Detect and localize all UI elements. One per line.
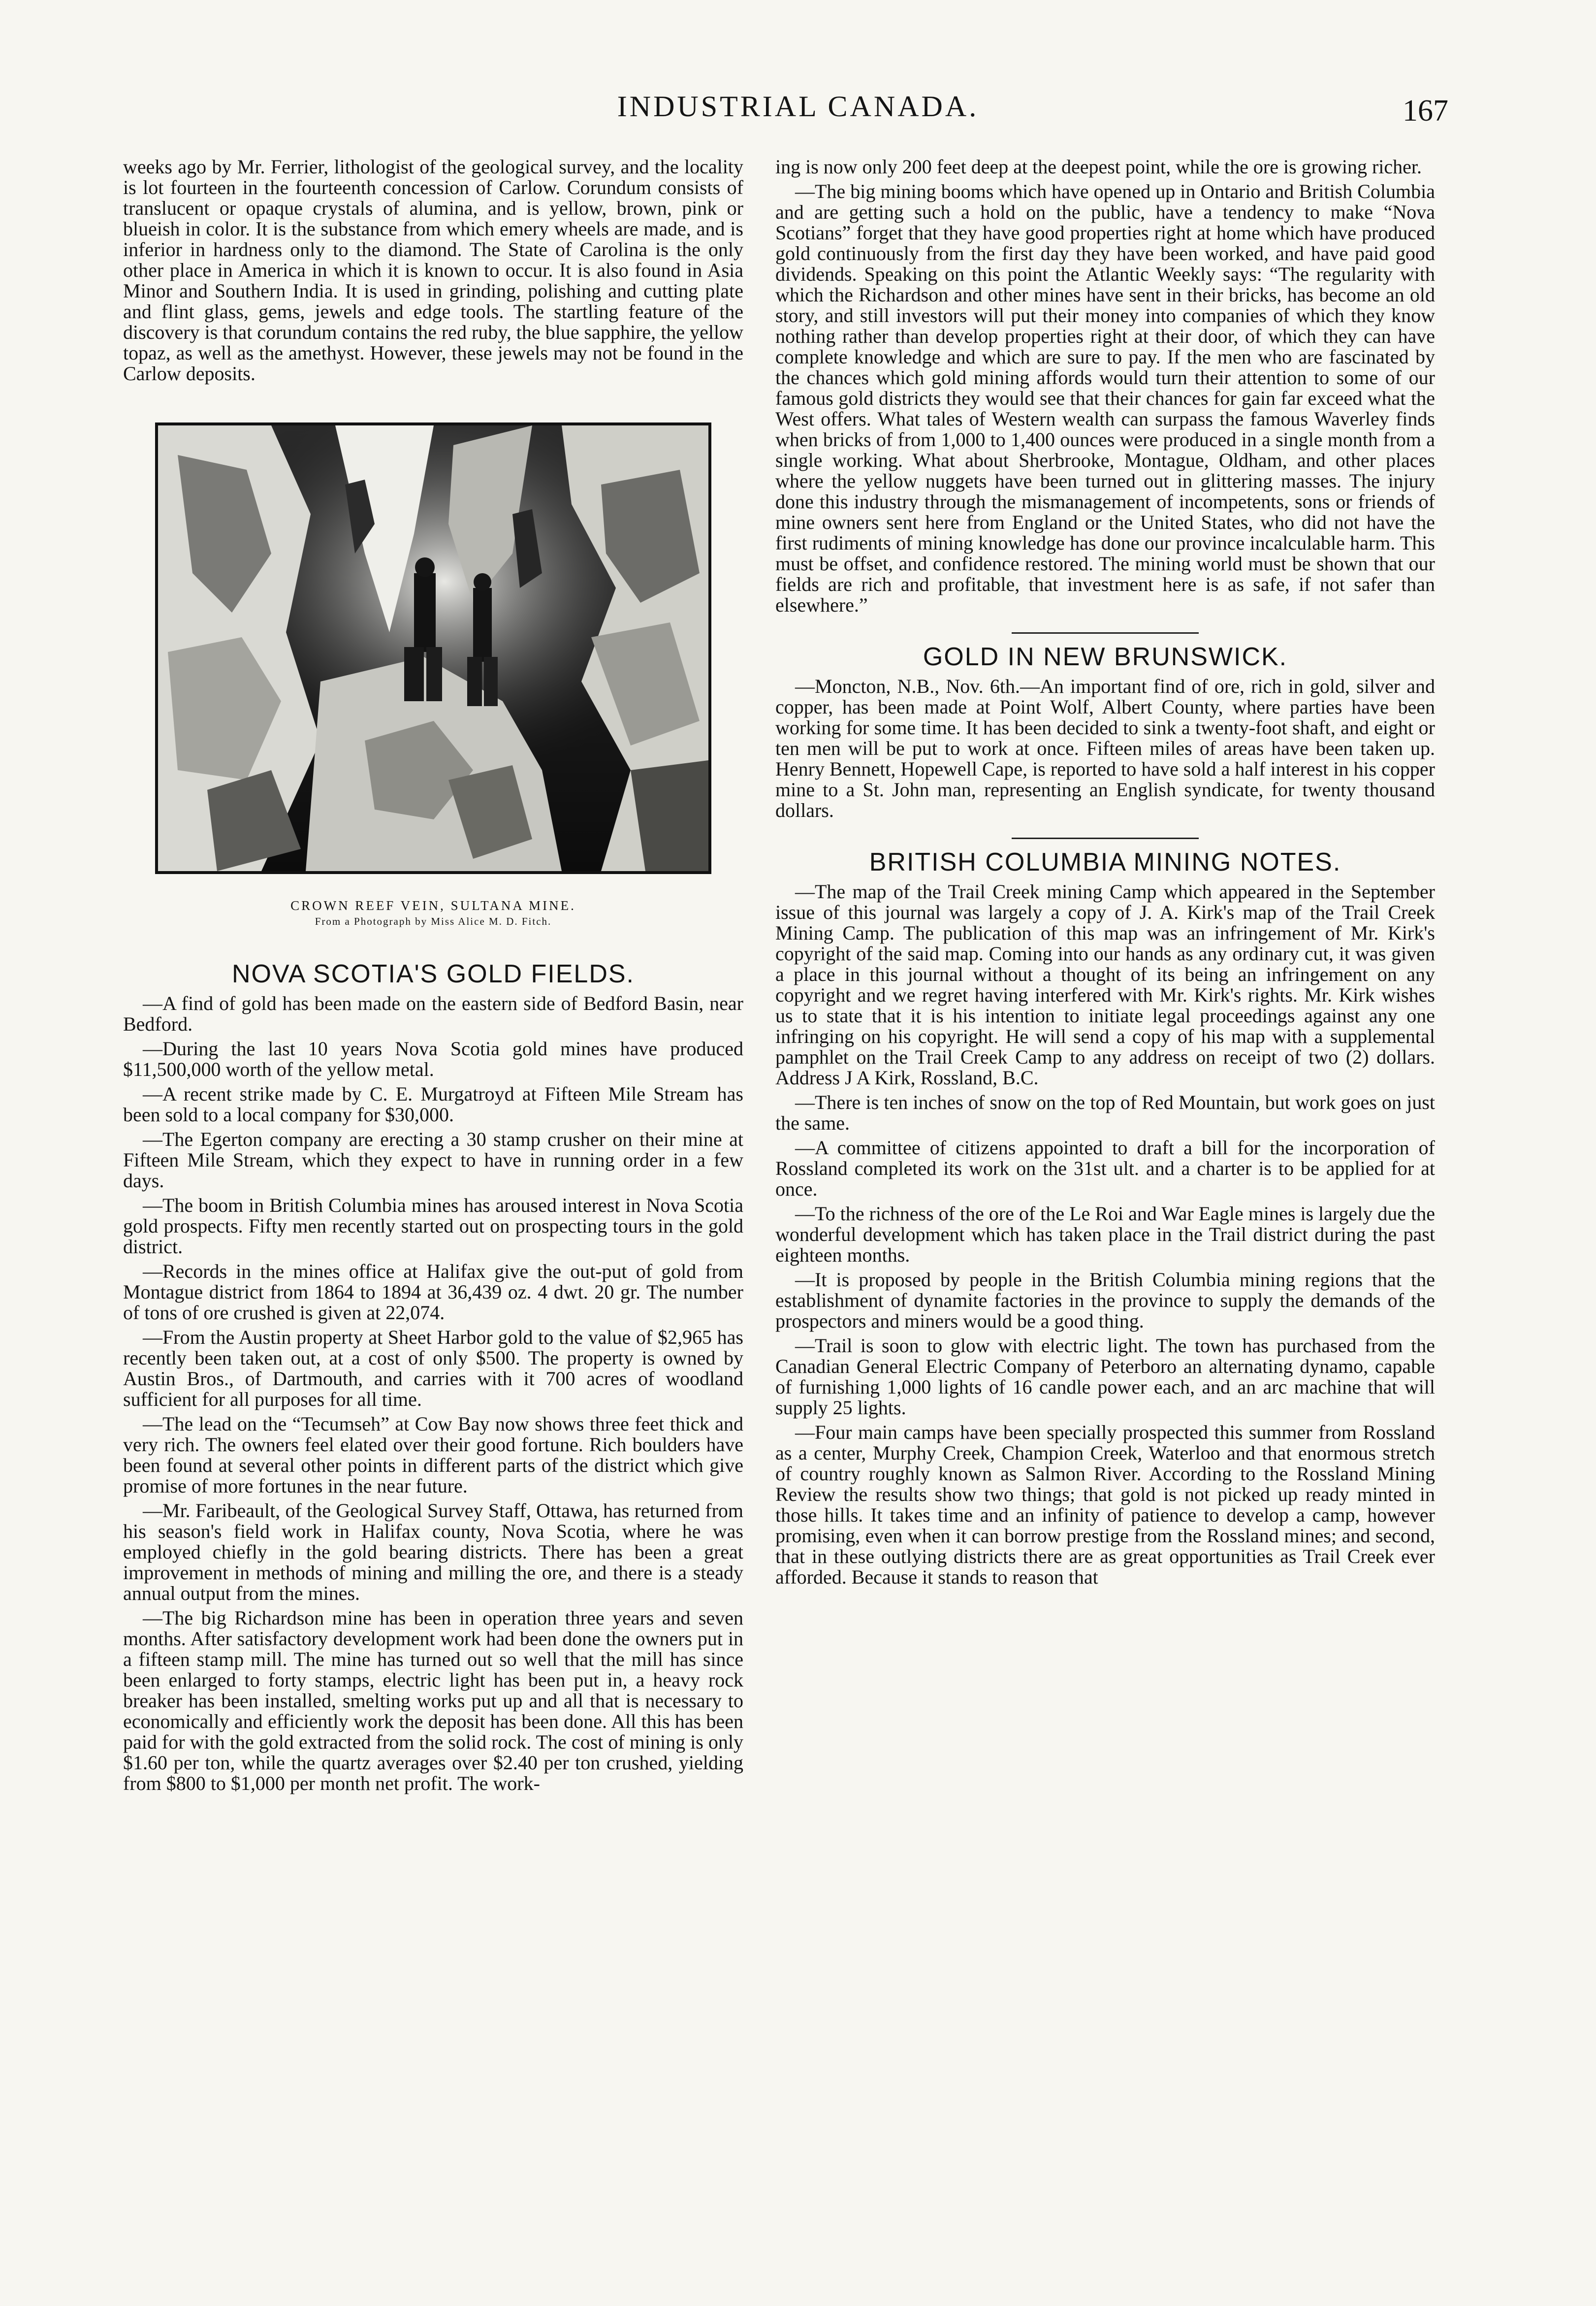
paragraph: —Records in the mines office at Halifax give the out-put of gold from Montague district from 1864 to 1894 at 36,439 oz. 4 dwt. 20 gr. The number of tons of ore crushed is given at 22,074.: [123, 1260, 743, 1324]
paragraph: —There is ten inches of snow on the top of Red Mountain, but work goes on just the same.: [775, 1091, 1435, 1134]
photo-image: [158, 425, 708, 871]
paragraph: weeks ago by Mr. Ferrier, lithologist of the geological survey, and the locality is lot fourteen in the fourteenth concession of Carlow. Corundum consists of translucent or opaque crystals of alumina, and is yellow, brown, pink or blueish in color. It is the substance from which emery wheels are made, and is inferior in hardness only to the diamond. The State of Carolina is the only other place in America in which it is known to occur. It is also found in Asia Minor and Southern India. It is used in grinding, polishing and cutting plate and flint glass, gems, jewels and edge tools. The startling feature of the discovery is that corundum contains the red ruby, the blue sapphire, the yellow topaz, as well as the amethyst. However, these jewels may not be found in the Carlow deposits.: [123, 156, 743, 385]
section-heading-new-brunswick: GOLD IN NEW BRUNSWICK.: [923, 643, 1288, 671]
running-head: INDUSTRIAL CANADA.: [617, 90, 979, 123]
photo-caption: [123, 898, 743, 929]
section-divider: [1012, 632, 1199, 634]
mine-photograph: [155, 422, 711, 874]
right-column: [775, 157, 1435, 1588]
paragraph: —To the richness of the ore of the Le Roi and War Eagle mines is largely due the wonderful development which has taken place in the Trail district during the past eighteen months.: [775, 1202, 1435, 1266]
left-column: [123, 157, 743, 1794]
photo-credit: From a Photograph by Miss Alice M. D. Fitch.: [315, 915, 552, 927]
paragraph: —The big Richardson mine has been in operation three years and seven months. After satisfactory development work had been done the owners put in a fifteen stamp mill. The mine has turned out so well that the mill has since been enlarged to forty stamps, electric light has been put in, a heavy rock breaker has been installed, smelting works put up and all that is necessary to economically and efficiently work the deposit has been done. All this has been paid for with the gold extracted from the solid rock. The cost of mining is only $1.60 per ton, while the quartz averages over $2.40 per ton crushed, yielding from $800 to $1,000 per month net profit. The work-: [123, 1607, 743, 1794]
paragraph: —The big mining booms which have opened up in Ontario and British Columbia and are getting such a hold on the public, have a tendency to make “Nova Scotians” forget that they have good properties right at home which have produced gold continuously from the first day they have been worked, and have paid good dividends. Speaking on this point the Atlantic Weekly says: “The regularity with which the Richardson and other mines have sent in their bricks, has become an old story, and still investors will put their money into companies of which they know nothing rather than develop properties right at their door, of which they can have complete knowledge and which are sure to pay. If the men who are fascinated by the chances which gold mining affords would turn their attention to some of our famous gold districts they would see that their chances for gain far exceed what the West offers. What tales of Western wealth can surpass the famous Waverley finds when bricks of from 1,000 to 1,400 ounces were produced in a single month from a single working. What about Sherbrooke, Montague, Oldham, and other places where the yellow nuggets have been turned out in glittering masses. The injury done this industry through the mismanagement of incompetents, sons or friends of mine owners sent here from England or the United States, who did not have the first rudiments of mining knowledge has done our province incalculable harm. This must be offset, and confidence restored. The mining world must be shown that our fields are rich and profitable, that investment here is as safe, if not safer than elsewhere.”: [775, 180, 1435, 616]
section-divider: [1012, 838, 1199, 839]
paragraph: —The lead on the “Tecumseh” at Cow Bay now shows three feet thick and very rich. The owners feel elated over their good fortune. Rich boulders have been found at several other points in different parts of the district which give promise of more fortunes in the near future.: [123, 1413, 743, 1497]
page-number: 167: [1403, 94, 1448, 128]
section-heading-nova-scotia: NOVA SCOTIA'S GOLD FIELDS.: [231, 960, 635, 988]
paragraph: —Trail is soon to glow with electric light. The town has purchased from the Canadian General Electric Company of Peterboro an alternating dynamo, capable of furnishing 1,000 lights of 16 candle power each, and an arc machine that will supply 25 lights.: [775, 1334, 1435, 1419]
paragraph: —A find of gold has been made on the eastern side of Bedford Basin, near Bedford.: [123, 992, 743, 1035]
paragraph: —The map of the Trail Creek mining Camp which appeared in the September issue of this journal was largely a copy of J. A. Kirk's map of the Trail Creek Mining Camp. The publication of this map was an infringement of Mr. Kirk's copyright of the said map. Coming into our hands as any ordinary cut, it was given a place in this journal without a thought of its being an infringement on any copyright and we regret having interfered with Mr. Kirk's rights. Mr. Kirk wishes us to state that it is his intention to initiate legal proceedings against any one infringing on his copyright. He will send a copy of his map with a supplemental pamphlet on the Trail Creek Camp to any address on receipt of two (2) dollars. Address J A Kirk, Rossland, B.C.: [775, 880, 1435, 1089]
paragraph: —It is proposed by people in the British Columbia mining regions that the establishment of dynamite factories in the province to supply the demands of the prospectors and miners would be a good thing.: [775, 1268, 1435, 1332]
paragraph: —During the last 10 years Nova Scotia gold mines have produced $11,500,000 worth of the yellow metal.: [123, 1038, 743, 1080]
paragraph: —Moncton, N.B., Nov. 6th.—An important find of ore, rich in gold, silver and copper, has been made at Point Wolf, Albert County, where parties have been working for some time. It has been decided to sink a twenty-foot shaft, and eight or ten men will be put to work at once. Fifteen miles of areas have been taken up. Henry Bennett, Hopewell Cape, is reported to have sold a half interest in his copper mine to a St. John man, representing an English syndicate, for twenty thousand dollars.: [775, 675, 1435, 821]
section-heading-british-columbia: BRITISH COLUMBIA MINING NOTES.: [869, 848, 1341, 877]
page-header: [0, 90, 1596, 134]
paragraph: —A committee of citizens appointed to draft a bill for the incorporation of Rossland completed its work on the 31st ult. and a charter is to be applied for at once.: [775, 1137, 1435, 1200]
paragraph: ing is now only 200 feet deep at the deepest point, while the ore is growing richer.: [775, 156, 1422, 178]
paragraph: —Four main camps have been specially prospected this summer from Rossland as a center, Murphy Creek, Champion Creek, Waterloo and that enormous stretch of country roughly known as Salmon River. According to the Rossland Mining Review the results show two things; that gold is not picked up ready minted in those hills. It takes time and an infinity of patience to develop a camp, however promising, even when it can borrow prestige from the Rossland mines; and second, that in these outlying districts there are as great opportunities as Trail Creek ever afforded. Because it stands to reason that: [775, 1421, 1435, 1588]
paragraph: —Mr. Faribeault, of the Geological Survey Staff, Ottawa, has returned from his season's field work in Halifax county, Nova Scotia, where he was employed chiefly in the gold bearing districts. There has been a great improvement in methods of mining and milling the ore, and there is a steady annual output from the mines.: [123, 1499, 743, 1604]
paragraph: —From the Austin property at Sheet Harbor gold to the value of $2,965 has recently been taken out, at a cost of only $500. The property is owned by Austin Bros., of Dartmouth, and carries with it 700 acres of woodland sufficient for all purposes for all time.: [123, 1326, 743, 1410]
paragraph: —The Egerton company are erecting a 30 stamp crusher on their mine at Fifteen Mile Stream, which they expect to have in running order in a few days.: [123, 1128, 743, 1192]
photo-caption-title: CROWN REEF VEIN, SULTANA MINE.: [290, 898, 576, 913]
paragraph: —A recent strike made by C. E. Murgatroyd at Fifteen Mile Stream has been sold to a local company for $30,000.: [123, 1083, 743, 1126]
paragraph: —The boom in British Columbia mines has aroused interest in Nova Scotia gold prospects. Fifty men recently started out on prospecting tours in the gold district.: [123, 1194, 743, 1258]
